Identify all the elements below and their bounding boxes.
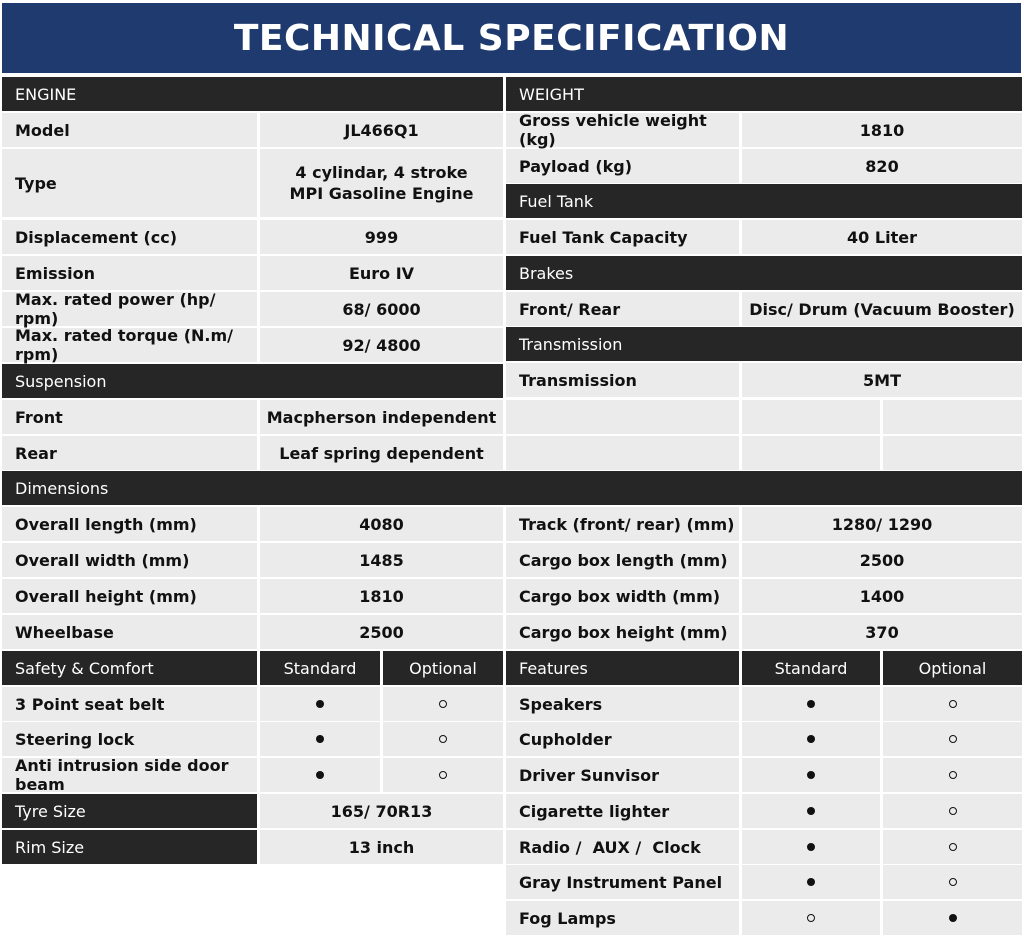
- features-optional-header: Optional: [883, 651, 1022, 685]
- feature-row-optional: [883, 687, 1022, 721]
- empty-cell: [883, 400, 1022, 434]
- engine-torque-value: 92/ 4800: [260, 328, 503, 362]
- empty-cell: [742, 436, 880, 470]
- rim-size-label: Rim Size: [2, 830, 257, 864]
- hollow-dot-icon: [949, 735, 957, 743]
- safety-row-standard: [260, 722, 380, 756]
- safety-row-standard: [260, 687, 380, 721]
- engine-displacement-label: Displacement (cc): [2, 220, 257, 254]
- engine-power-label: Max. rated power (hp/ rpm): [2, 292, 257, 326]
- engine-emission-value: Euro IV: [260, 256, 503, 290]
- transmission-header: Transmission: [506, 327, 1022, 361]
- empty-cell: [506, 436, 739, 470]
- hollow-dot-icon: [949, 771, 957, 779]
- dim-cargo-height-value: 370: [742, 615, 1022, 649]
- safety-row-optional: [383, 687, 503, 721]
- feature-row-label: Fog Lamps: [506, 901, 739, 935]
- hollow-dot-icon: [439, 735, 447, 743]
- engine-type-label: Type: [2, 149, 257, 217]
- suspension-rear-label: Rear: [2, 436, 257, 470]
- empty-cell: [506, 400, 739, 434]
- brakes-value: Disc/ Drum (Vacuum Booster): [742, 292, 1022, 326]
- safety-row-label: 3 Point seat belt: [2, 687, 257, 721]
- brakes-header: Brakes: [506, 256, 1022, 290]
- brakes-label: Front/ Rear: [506, 292, 739, 326]
- safety-header: Safety & Comfort: [2, 651, 257, 685]
- filled-dot-icon: [316, 700, 324, 708]
- weight-header: WEIGHT: [506, 77, 1022, 111]
- dimensions-header: Dimensions: [2, 471, 1022, 505]
- transmission-value: 5MT: [742, 363, 1022, 397]
- safety-row-label: Anti intrusion side door beam: [2, 758, 257, 792]
- page-title: TECHNICAL SPECIFICATION: [2, 3, 1021, 73]
- feature-row-label: Radio / AUX / Clock: [506, 830, 739, 864]
- hollow-dot-icon: [949, 843, 957, 851]
- hollow-dot-icon: [949, 700, 957, 708]
- weight-payload-value: 820: [742, 149, 1022, 183]
- dim-cargo-length-value: 2500: [742, 543, 1022, 577]
- feature-row-optional: [883, 794, 1022, 828]
- feature-row-optional: [883, 758, 1022, 792]
- empty-cell: [742, 400, 880, 434]
- feature-row-standard: [742, 901, 880, 935]
- hollow-dot-icon: [807, 914, 815, 922]
- safety-row-label: Steering lock: [2, 722, 257, 756]
- filled-dot-icon: [807, 735, 815, 743]
- dim-height-label: Overall height (mm): [2, 579, 257, 613]
- dim-cargo-width-value: 1400: [742, 579, 1022, 613]
- tyre-size-value: 165/ 70R13: [260, 794, 503, 828]
- safety-standard-header: Standard: [260, 651, 380, 685]
- hollow-dot-icon: [949, 878, 957, 886]
- engine-model-value: JL466Q1: [260, 113, 503, 147]
- engine-header: ENGINE: [2, 77, 503, 111]
- engine-displacement-value: 999: [260, 220, 503, 254]
- weight-payload-label: Payload (kg): [506, 149, 739, 183]
- engine-model-label: Model: [2, 113, 257, 147]
- dim-wheelbase-label: Wheelbase: [2, 615, 257, 649]
- suspension-front-value: Macpherson independent: [260, 400, 503, 434]
- safety-row-optional: [383, 758, 503, 792]
- feature-row-standard: [742, 722, 880, 756]
- dim-cargo-height-label: Cargo box height (mm): [506, 615, 739, 649]
- feature-row-standard: [742, 865, 880, 899]
- filled-dot-icon: [807, 843, 815, 851]
- feature-row-optional: [883, 901, 1022, 935]
- features-header: Features: [506, 651, 739, 685]
- feature-row-label: Cupholder: [506, 722, 739, 756]
- dim-cargo-width-label: Cargo box width (mm): [506, 579, 739, 613]
- dim-wheelbase-value: 2500: [260, 615, 503, 649]
- feature-row-standard: [742, 758, 880, 792]
- empty-cell: [883, 436, 1022, 470]
- engine-type-value: 4 cylindar, 4 stroke MPI Gasoline Engine: [260, 149, 503, 217]
- filled-dot-icon: [807, 771, 815, 779]
- weight-gross-label: Gross vehicle weight (kg): [506, 113, 739, 147]
- suspension-rear-value: Leaf spring dependent: [260, 436, 503, 470]
- suspension-front-label: Front: [2, 400, 257, 434]
- suspension-header: Suspension: [2, 364, 503, 398]
- dim-track-value: 1280/ 1290: [742, 507, 1022, 541]
- feature-row-optional: [883, 865, 1022, 899]
- feature-row-optional: [883, 722, 1022, 756]
- hollow-dot-icon: [439, 771, 447, 779]
- filled-dot-icon: [316, 735, 324, 743]
- filled-dot-icon: [316, 771, 324, 779]
- filled-dot-icon: [807, 878, 815, 886]
- dim-cargo-length-label: Cargo box length (mm): [506, 543, 739, 577]
- hollow-dot-icon: [439, 700, 447, 708]
- feature-row-standard: [742, 794, 880, 828]
- feature-row-label: Speakers: [506, 687, 739, 721]
- dim-track-label: Track (front/ rear) (mm): [506, 507, 739, 541]
- dim-width-label: Overall width (mm): [2, 543, 257, 577]
- filled-dot-icon: [807, 807, 815, 815]
- dim-height-value: 1810: [260, 579, 503, 613]
- feature-row-label: Driver Sunvisor: [506, 758, 739, 792]
- fuel-tank-header: Fuel Tank: [506, 184, 1022, 218]
- fuel-capacity-value: 40 Liter: [742, 220, 1022, 254]
- feature-row-standard: [742, 830, 880, 864]
- feature-row-standard: [742, 687, 880, 721]
- safety-row-optional: [383, 722, 503, 756]
- fuel-capacity-label: Fuel Tank Capacity: [506, 220, 739, 254]
- filled-dot-icon: [807, 700, 815, 708]
- tyre-size-label: Tyre Size: [2, 794, 257, 828]
- weight-gross-value: 1810: [742, 113, 1022, 147]
- dim-length-value: 4080: [260, 507, 503, 541]
- feature-row-label: Gray Instrument Panel: [506, 865, 739, 899]
- filled-dot-icon: [949, 914, 957, 922]
- hollow-dot-icon: [949, 807, 957, 815]
- transmission-label: Transmission: [506, 363, 739, 397]
- rim-size-value: 13 inch: [260, 830, 503, 864]
- feature-row-optional: [883, 830, 1022, 864]
- feature-row-label: Cigarette lighter: [506, 794, 739, 828]
- dim-length-label: Overall length (mm): [2, 507, 257, 541]
- dim-width-value: 1485: [260, 543, 503, 577]
- safety-row-standard: [260, 758, 380, 792]
- features-standard-header: Standard: [742, 651, 880, 685]
- safety-optional-header: Optional: [383, 651, 503, 685]
- engine-torque-label: Max. rated torque (N.m/ rpm): [2, 328, 257, 362]
- engine-emission-label: Emission: [2, 256, 257, 290]
- engine-power-value: 68/ 6000: [260, 292, 503, 326]
